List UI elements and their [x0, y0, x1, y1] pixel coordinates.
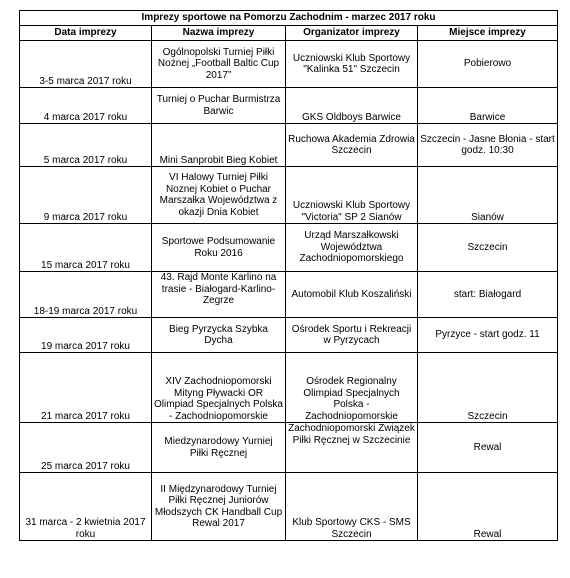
- event-date: 5 marca 2017 roku: [20, 124, 152, 167]
- table-row: [20, 124, 558, 167]
- event-place: Szczecin: [418, 353, 558, 423]
- event-name: Turniej o Puchar Burmistrza Barwic: [152, 88, 286, 124]
- table-row: [20, 353, 558, 423]
- event-date: 4 marca 2017 roku: [20, 88, 152, 124]
- event-date: 9 marca 2017 roku: [20, 167, 152, 224]
- event-name: Ogólnopolski Turniej Piłki Nożnej „Football Baltic Cup 2017”: [152, 41, 286, 88]
- event-organizer: Zachodniopomorski Związek Piłki Ręcznej w Szczecinie: [286, 423, 418, 473]
- event-place: Pyrzyce - start godz. 11: [418, 318, 558, 353]
- event-name: Bieg Pyrzycka Szybka Dycha: [152, 318, 286, 353]
- table-row: [20, 473, 558, 541]
- table-row: [20, 318, 558, 353]
- header-organizer: Organizator imprezy: [286, 26, 418, 41]
- table-title: Imprezy sportowe na Pomorzu Zachodnim - marzec 2017 roku: [20, 11, 558, 26]
- event-organizer: GKS Oldboys Barwice: [286, 88, 418, 124]
- event-name: Miedzynarodowy Yurniej Piłki Ręcznej: [152, 423, 286, 473]
- table-row: [20, 167, 558, 224]
- header-name: Nazwa imprezy: [152, 26, 286, 41]
- event-organizer: Automobil Klub Koszaliński: [286, 272, 418, 318]
- event-name: 43. Rajd Monte Karlino na trasie - Białogard-Karlino-Zegrze: [152, 272, 286, 318]
- event-place: Szczecin: [418, 224, 558, 272]
- event-name: VI Halowy Turniej Piłki Noznej Kobiet o Puchar Marszałka Województwa z okazji Dnia Kobiet: [152, 167, 286, 224]
- header-date: Data imprezy: [20, 26, 152, 41]
- table-row: [20, 224, 558, 272]
- events-table: [19, 10, 558, 541]
- event-place: Szczecin - Jasne Błonia - start godz. 10:30: [418, 124, 558, 167]
- event-place: Sianów: [418, 167, 558, 224]
- event-name: Sportowe Podsumowanie Roku 2016: [152, 224, 286, 272]
- event-date: 3-5 marca 2017 roku: [20, 41, 152, 88]
- event-organizer: Uczniowski Klub Sportowy "Victoria" SP 2 Sianów: [286, 167, 418, 224]
- event-date: 19 marca 2017 roku: [20, 318, 152, 353]
- event-organizer: Klub Sportowy CKS - SMS Szczecin: [286, 473, 418, 541]
- event-name: XIV Zachodniopomorski Mityng Pływacki OR Olimpiad Specjalnych Polska - Zachodniopomorskie: [152, 353, 286, 423]
- table-row: [20, 423, 558, 473]
- table-row: [20, 272, 558, 318]
- table-row: [20, 88, 558, 124]
- event-name: II Międzynarodowy Turniej Piłki Ręcznej Juniorów Młodszych CK Handball Cup Rewal 2017: [152, 473, 286, 541]
- event-place: Rewal: [418, 473, 558, 541]
- event-place: Barwice: [418, 88, 558, 124]
- event-organizer: Ruchowa Akademia Zdrowia Szczecin: [286, 124, 418, 167]
- event-date: 21 marca 2017 roku: [20, 353, 152, 423]
- event-date: 18-19 marca 2017 roku: [20, 272, 152, 318]
- header-place: Miejsce imprezy: [418, 26, 558, 41]
- event-place: start: Białogard: [418, 272, 558, 318]
- event-organizer: Uczniowski Klub Sportowy "Kalinka 51" Szczecin: [286, 41, 418, 88]
- event-date: 25 marca 2017 roku: [20, 423, 152, 473]
- event-place: Rewal: [418, 423, 558, 473]
- event-date: 31 marca - 2 kwietnia 2017 roku: [20, 473, 152, 541]
- event-date: 15 marca 2017 roku: [20, 224, 152, 272]
- event-place: Pobierowo: [418, 41, 558, 88]
- header-row: [20, 26, 558, 41]
- title-row: [20, 11, 558, 26]
- event-organizer: Ośrodek Sportu i Rekreacji w Pyrzycach: [286, 318, 418, 353]
- event-name: Mini Sanprobit Bieg Kobiet: [152, 124, 286, 167]
- event-organizer: Urząd Marszałkowski Województwa Zachodniopomorskiego: [286, 224, 418, 272]
- table-row: [20, 41, 558, 88]
- event-organizer: Ośrodek Regionalny Olimpiad Specjalnych Polska - Zachodniopomorskie: [286, 353, 418, 423]
